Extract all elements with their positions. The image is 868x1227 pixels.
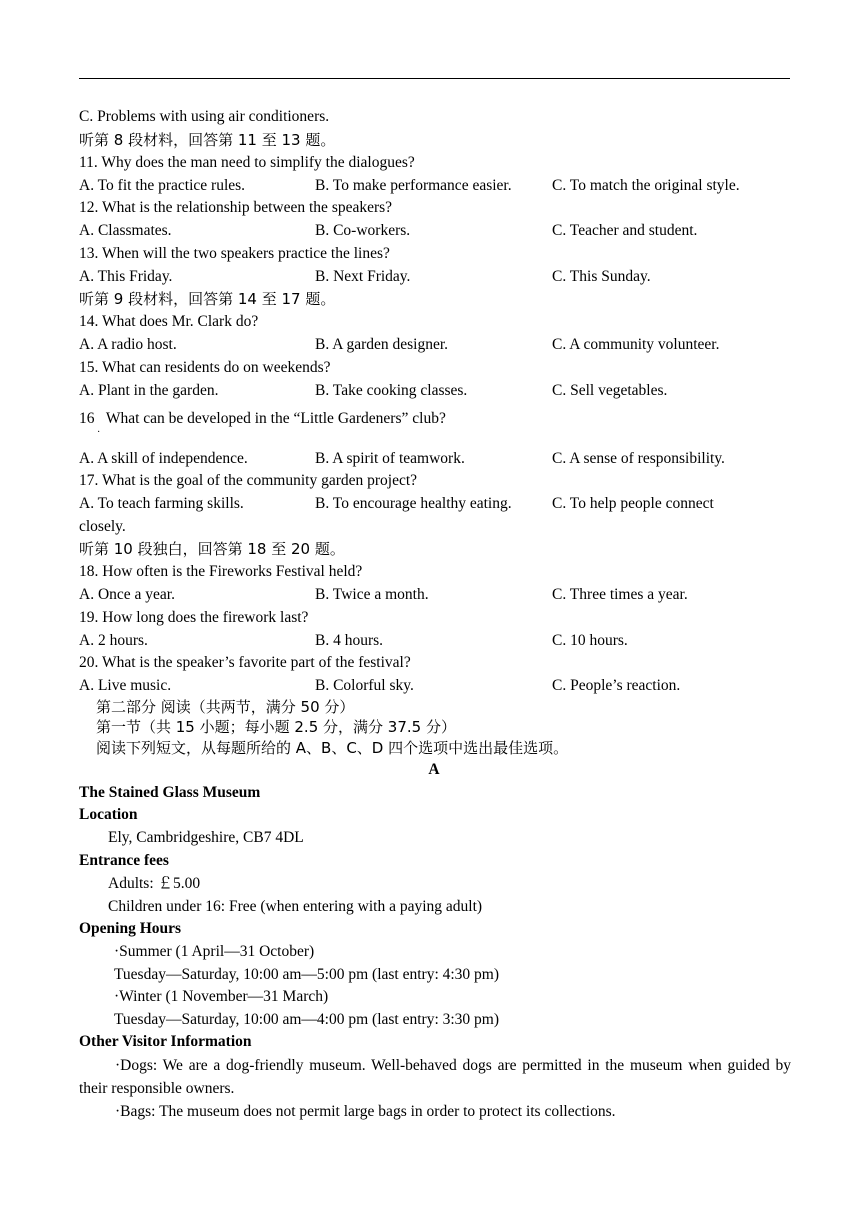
question-15: 15. What can residents do on weekends? xyxy=(79,359,331,376)
q15-option-c: C. Sell vegetables. xyxy=(552,382,668,399)
q18-option-c: C. Three times a year. xyxy=(552,586,688,603)
q20-option-a: A. Live music. xyxy=(79,677,172,694)
q18-option-a: A. Once a year. xyxy=(79,586,175,603)
q17-option-b: B. To encourage healthy eating. xyxy=(315,495,512,512)
q12-option-a: A. Classmates. xyxy=(79,222,172,239)
fees-heading: Entrance fees xyxy=(79,852,169,869)
summer-hours: Tuesday—Saturday, 10:00 am—5:00 pm (last entry: 4:30 pm) xyxy=(114,966,500,983)
reading-instruction: 阅读下列短文，从每题所给的 A、B、C、D 四个选项中选出最佳选项。 xyxy=(96,739,569,757)
passage-letter: A xyxy=(428,761,440,778)
q14-option-c: C. A community volunteer. xyxy=(552,336,720,353)
hours-heading: Opening Hours xyxy=(79,920,182,937)
q12-option-c: C. Teacher and student. xyxy=(552,222,698,239)
q11-option-a: A. To fit the practice rules. xyxy=(79,177,246,194)
dogs-policy: ·Dogs: We are a dog-friendly museum. Well-behaved dogs are permitted in the museum when guided by their responsible owners. xyxy=(79,1057,791,1097)
q18-option-b: B. Twice a month. xyxy=(315,586,429,603)
question-19: 19. How long does the firework last? xyxy=(79,609,309,626)
q13-option-c: C. This Sunday. xyxy=(552,268,651,285)
question-20: 20. What is the speaker’s favorite part of the festival? xyxy=(79,654,411,671)
winter-label: ·Winter (1 November—31 March) xyxy=(114,988,329,1005)
q19-option-a: A. 2 hours. xyxy=(79,632,148,649)
question-18: 18. How often is the Fireworks Festival held? xyxy=(79,563,363,580)
other-info-heading: Other Visitor Information xyxy=(79,1033,252,1050)
q14-option-a: A. A radio host. xyxy=(79,336,177,353)
part-2-heading: 第二部分 阅读（共两节，满分 50 分） xyxy=(96,698,355,716)
q17-option-a: A. To teach farming skills. xyxy=(79,495,244,512)
winter-hours: Tuesday—Saturday, 10:00 am—4:00 pm (last entry: 3:30 pm) xyxy=(114,1011,500,1028)
q19-option-c: C. 10 hours. xyxy=(552,632,628,649)
q13-option-a: A. This Friday. xyxy=(79,268,173,285)
q17-option-c: C. To help people connect xyxy=(552,495,714,512)
q11-option-b: B. To make performance easier. xyxy=(315,177,512,194)
q11-option-c: C. To match the original style. xyxy=(552,177,740,194)
q16-option-c: C. A sense of responsibility. xyxy=(552,450,725,467)
stray-dot: · xyxy=(97,427,101,438)
q15-option-b: B. Take cooking classes. xyxy=(315,382,468,399)
question-13: 13. When will the two speakers practice the lines? xyxy=(79,245,390,262)
section-1-heading: 第一节（共 15 小题；每小题 2.5 分，满分 37.5 分） xyxy=(96,718,456,736)
q14-option-b: B. A garden designer. xyxy=(315,336,449,353)
section-8-instruction: 听第 8 段材料，回答第 11 至 13 题。 xyxy=(79,131,336,149)
question-11: 11. Why does the man need to simplify the dialogues? xyxy=(79,154,415,171)
adult-fee: Adults: ￡5.00 xyxy=(108,875,201,892)
q10-option-c: C. Problems with using air conditioners. xyxy=(79,108,330,125)
q13-option-b: B. Next Friday. xyxy=(315,268,411,285)
section-9-instruction: 听第 9 段材料，回答第 14 至 17 题。 xyxy=(79,290,336,308)
q20-option-c: C. People’s reaction. xyxy=(552,677,681,694)
q19-option-b: B. 4 hours. xyxy=(315,632,384,649)
location-heading: Location xyxy=(79,806,138,823)
children-fee: Children under 16: Free (when entering with a paying adult) xyxy=(108,898,483,915)
header-rule xyxy=(79,78,790,79)
passage-title: The Stained Glass Museum xyxy=(79,784,261,801)
question-14: 14. What does Mr. Clark do? xyxy=(79,313,259,330)
section-10-instruction: 听第 10 段独白，回答第 18 至 20 题。 xyxy=(79,540,345,558)
q16-option-a: A. A skill of independence. xyxy=(79,450,248,467)
q16-option-b: B. A spirit of teamwork. xyxy=(315,450,465,467)
question-16: 16 What can be developed in the “Little Gardeners” club? xyxy=(79,410,446,427)
question-17: 17. What is the goal of the community garden project? xyxy=(79,472,418,489)
q12-option-b: B. Co-workers. xyxy=(315,222,411,239)
q17-option-c-continued: closely. xyxy=(79,518,126,535)
q15-option-a: A. Plant in the garden. xyxy=(79,382,219,399)
location-address: Ely, Cambridgeshire, CB7 4DL xyxy=(108,829,304,846)
bags-policy: ·Bags: The museum does not permit large bags in order to protect its collections. xyxy=(115,1103,616,1120)
question-12: 12. What is the relationship between the speakers? xyxy=(79,199,393,216)
q20-option-b: B. Colorful sky. xyxy=(315,677,414,694)
summer-label: ·Summer (1 April—31 October) xyxy=(114,943,315,960)
